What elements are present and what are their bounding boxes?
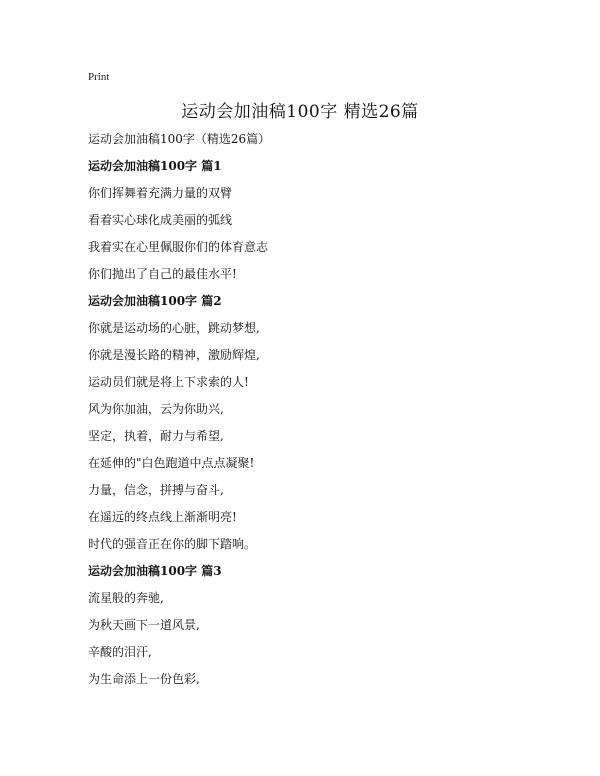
text-line: 在遥远的终点线上渐渐明亮! <box>88 510 237 524</box>
print-link[interactable]: Print <box>88 71 110 83</box>
text-line: 流星般的奔驰, <box>88 591 164 605</box>
text-line: 你就是漫长路的精神，激励辉煌, <box>88 348 260 362</box>
section-heading: 运动会加油稿100字 篇3 <box>88 564 222 578</box>
text-line: 在延伸的"白色跑道中点点凝聚! <box>88 456 255 470</box>
text-line: 运动会加油稿100字（精选26篇） <box>88 132 271 146</box>
text-line: 为秋天画下一道风景, <box>88 618 200 632</box>
document-body <box>88 126 548 693</box>
text-line: 看着实心球化成美丽的弧线 <box>88 213 233 227</box>
text-line: 你就是运动场的心脏，跳动梦想, <box>88 321 260 335</box>
text-line: 时代的强音正在你的脚下踏响。 <box>88 537 257 551</box>
text-line: 为生命添上一份色彩, <box>88 672 200 686</box>
page-title: 运动会加油稿100字 精选26篇 <box>181 102 419 122</box>
text-line: 风为你加油，云为你助兴, <box>88 402 224 416</box>
text-line: 你们抛出了自己的最佳水平! <box>88 267 237 281</box>
text-line: 力量，信念，拼搏与奋斗, <box>88 483 224 497</box>
text-line: 运动员们就是将上下求索的人! <box>88 375 249 389</box>
text-line: 你们挥舞着充满力量的双臂 <box>88 186 233 200</box>
section-heading: 运动会加油稿100字 篇1 <box>88 159 222 173</box>
text-line: 我着实在心里佩服你们的体育意志 <box>88 240 269 254</box>
section-heading: 运动会加油稿100字 篇2 <box>88 294 222 308</box>
text-line: 辛酸的泪汗, <box>88 645 152 659</box>
text-line: 坚定，执着，耐力与希望, <box>88 429 224 443</box>
